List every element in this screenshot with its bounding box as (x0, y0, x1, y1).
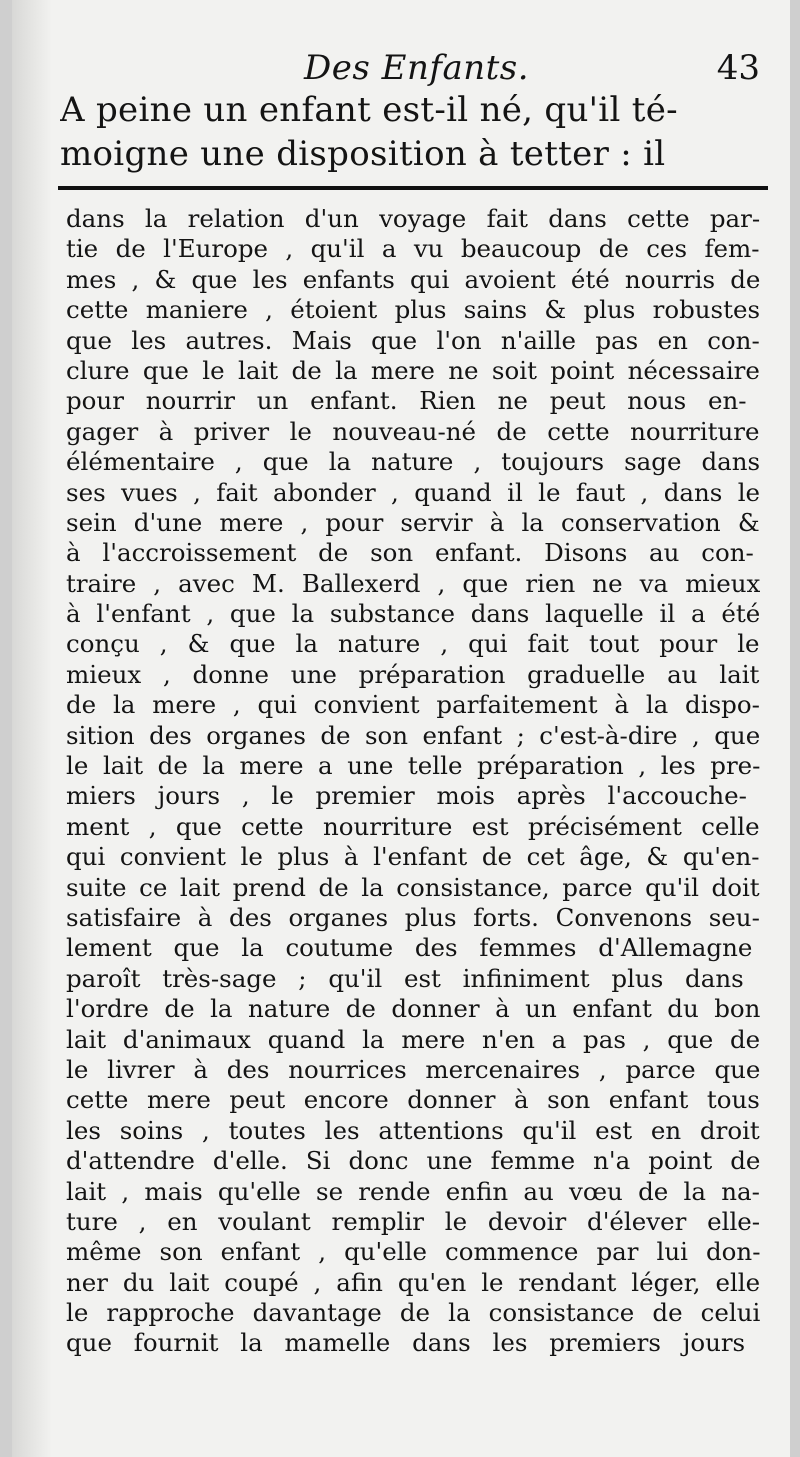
body-line: l'ordre de la nature de donner à un enfant du bon (66, 994, 760, 1024)
body-line: sein d'une mere , pour servir à la conservation & (66, 507, 760, 537)
body-line: mieux , donne une préparation graduelle au lait (66, 659, 760, 689)
text-line: moigne une disposition à tetter : il (60, 134, 666, 174)
body-line: même son enfant , qu'elle commence par lui don- (66, 1237, 760, 1267)
page-header (42, 44, 770, 92)
body-line: mes , & que les enfants qui avoient été nourris de (66, 264, 760, 294)
body-line: que fournit la mamelle dans les premiers jours (66, 1328, 746, 1358)
body-line: lait , mais qu'elle se rende enfin au vœu de la na- (66, 1176, 760, 1206)
body-line: cette mere peut encore donner à son enfant tous (66, 1085, 760, 1115)
body-line: dans la relation d'un voyage fait dans cette par- (66, 204, 760, 233)
body-line: ment , que cette nourriture est précisément celle (66, 811, 760, 841)
body-line: sition des organes de son enfant ; c'est-à-dire , que (66, 720, 760, 750)
body-line: de la mere , qui convient parfaitement à la dispo- (66, 690, 760, 720)
body-line: que les autres. Mais que l'on n'aille pas en con- (66, 325, 760, 355)
body-line: ner du lait coupé , afin qu'en le rendant léger, elle (66, 1267, 760, 1297)
body-line: le lait de la mere a une telle préparation , les pre- (66, 751, 760, 781)
body-line: les soins , toutes les attentions qu'il est en droit (66, 1115, 760, 1145)
page-number: 43 (716, 48, 760, 88)
body-line: pour nourrir un enfant. Rien ne peut nous en- (66, 386, 747, 416)
body-line: le livrer à des nourrices mercenaires , parce que (66, 1054, 760, 1084)
body-line: miers jours , le premier mois après l'accouche- (66, 781, 747, 811)
header-rule (58, 186, 768, 190)
body-text (66, 204, 760, 1359)
body-line: tie de l'Europe , qu'il a vu beaucoup de ces fem- (66, 234, 760, 264)
book-page (12, 0, 790, 1457)
body-line: élémentaire , que la nature , toujours sage dans (66, 447, 760, 477)
body-line: le rapproche davantage de la consistance de celui (66, 1298, 760, 1328)
body-line: à l'accroissement de son enfant. Disons au con- (66, 538, 754, 568)
body-line: ture , en voulant remplir le devoir d'élever elle- (66, 1206, 760, 1236)
text-line: A peine un enfant est-il né, qu'il té- (60, 90, 678, 130)
body-line: suite ce lait prend de la consistance, parce qu'il doit (66, 872, 760, 902)
body-line: clure que le lait de la mere ne soit point nécessaire (66, 355, 760, 385)
body-line: à l'enfant , que la substance dans laquelle il a été (66, 599, 760, 629)
body-line: d'attendre d'elle. Si donc une femme n'a point de (66, 1146, 760, 1176)
body-line: lement que la coutume des femmes d'Allemagne (66, 933, 753, 963)
page-gutter-shadow (12, 0, 52, 1457)
body-line: paroît très-sage ; qu'il est infiniment plus dans (66, 963, 744, 993)
body-line: cette maniere , étoient plus sains & plus robustes (66, 295, 760, 325)
body-line: gager à priver le nouveau-né de cette nourriture (66, 416, 760, 446)
body-line: ses vues , fait abonder , quand il le faut , dans le (66, 477, 760, 507)
body-line: traire , avec M. Ballexerd , que rien ne va mieux (66, 568, 760, 598)
overlapping-text-lines (60, 88, 762, 176)
body-line: qui convient le plus à l'enfant de cet âge, & qu'en- (66, 842, 760, 872)
body-line: lait d'animaux quand la mere n'en a pas , que de (66, 1024, 760, 1054)
running-title: Des Enfants. (304, 48, 530, 88)
body-line: satisfaire à des organes plus forts. Convenons seu- (66, 902, 760, 932)
body-line: conçu , & que la nature , qui fait tout pour le (66, 629, 760, 659)
